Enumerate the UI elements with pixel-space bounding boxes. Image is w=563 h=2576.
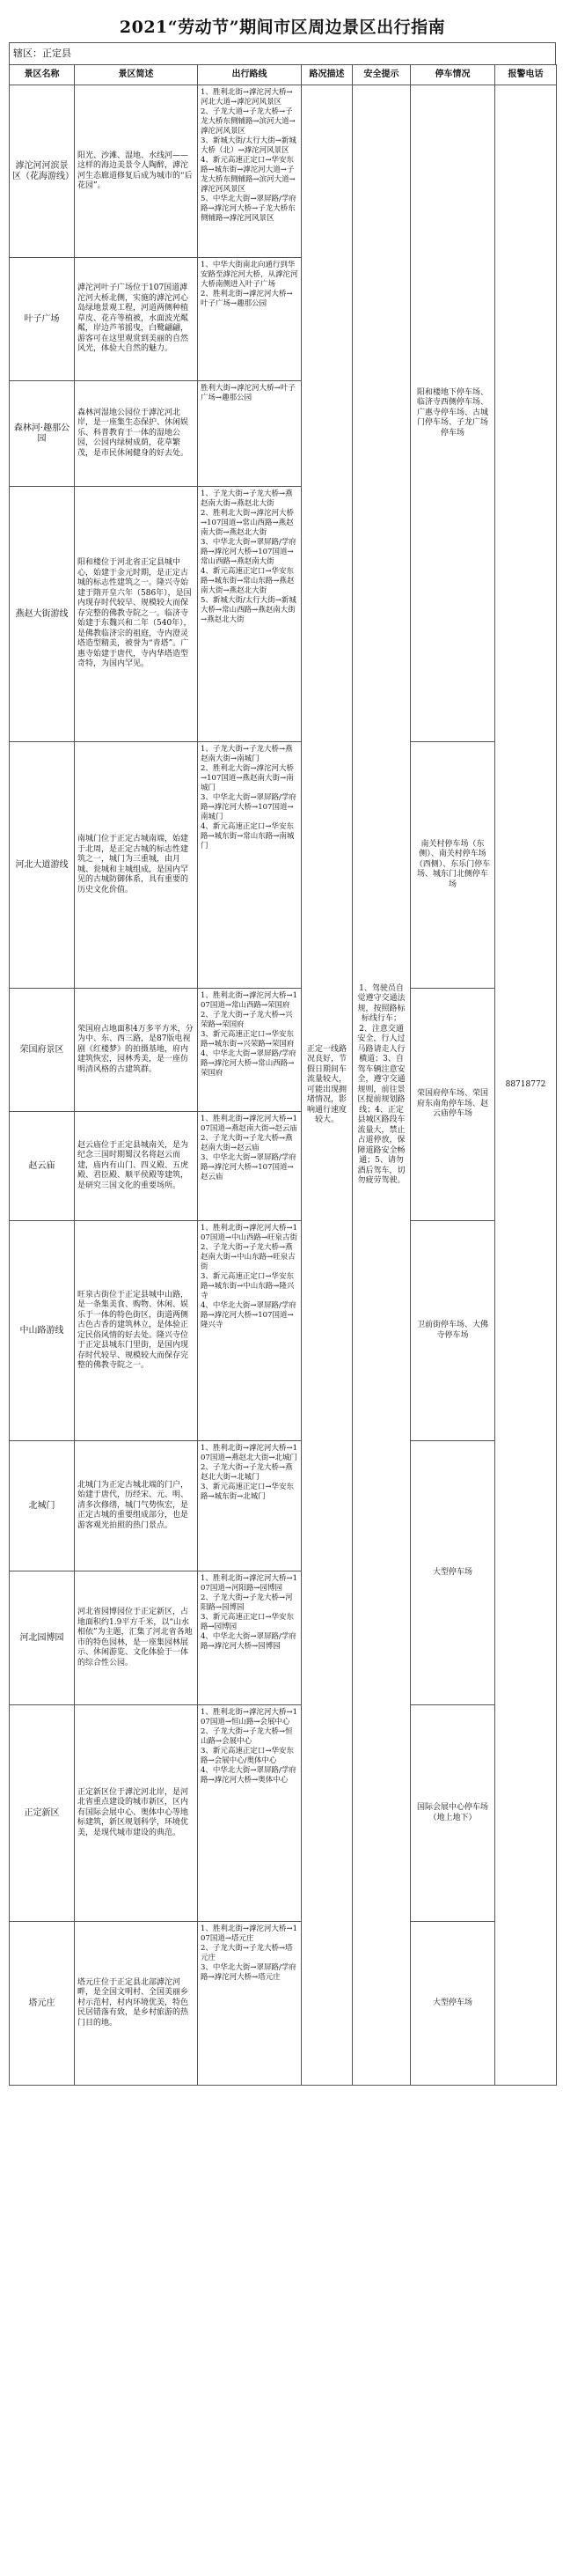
alarm-phone-cell: 88718772: [495, 85, 557, 2086]
route-cell: [198, 1705, 302, 1922]
route-line: 3、新元高速正定口→华安东路→园博园: [201, 1613, 295, 1631]
route-line: 1、胜利北街→滹沱河大桥→107国道→燕赵南大街→赵云庙: [201, 1115, 298, 1133]
scenic-description-cell: 正定新区位于滹沱河北岸，是河北省重点建设的城市新区，区内有国际会展中心、奥体中心等地标建筑，新区规划科学，环境优美，是现代城市建设的典范。: [75, 1705, 198, 1922]
scenic-description-cell: 旺泉古街位于正定县城中山路，是一条集美食、购物、休闲、娱乐于一体的特色街区，街道两侧古色古香的建筑林立，是体验正定民俗风情的好去处。隆兴寺位于正定县城东门里街，是国内现存时代较早、规模较大而保存完整的佛教寺院之一。: [75, 1221, 198, 1441]
route-line: 1、胜利北街→滹沱河大桥→河北大道→滹沱河风景区: [201, 88, 293, 107]
route-cell: [198, 381, 302, 487]
table-row: [10, 85, 557, 258]
route-line: 4、新元高速正定口→华安东路→城东街→常山东路→燕赵南大街→燕赵北大街: [201, 567, 295, 595]
header-parking: 停车情况: [411, 65, 495, 85]
scenic-description-cell: 塔元庄位于正定县北部滹沱河畔，是全国文明村、全国美丽乡村示范村，村内环境优美，特色民居错落有致，是乡村旅游的热门目的地。: [75, 1922, 198, 2086]
scenic-name-cell: 正定新区: [10, 1705, 75, 1922]
header-route: 出行路线: [198, 65, 302, 85]
route-line: 2、子龙大街→子龙大桥→燕赵南大街→中山东路→旺泉古街: [201, 1243, 296, 1271]
route-line: 2、子龙大街→子龙大桥→塔元庄: [201, 1944, 293, 1962]
header-road-condition: 路况描述: [302, 65, 353, 85]
guide-table: [9, 64, 557, 2086]
table-row: [10, 989, 557, 1112]
parking-cell: 卫前街停车场、大佛寺停车场: [411, 1221, 495, 1441]
route-line: 3、新元高速正定口→华安东路→城东街→北城门: [201, 1483, 295, 1501]
scenic-name-cell: 北城门: [10, 1441, 75, 1571]
route-line: 1、胜利北街→滹沱河大桥→107国道→常山西路→荣国府: [201, 991, 298, 1010]
route-line: 2、胜利北大街→滹沱河大桥→107国道→燕赵南大街→南城门: [201, 764, 295, 792]
route-line: 3、中华北大街→翠屏路/学府路→滹沱河大桥→107国道→常山西路→燕赵南大街: [201, 538, 296, 566]
scenic-name-cell: 塔元庄: [10, 1922, 75, 2086]
route-line: 4、新元高速正定口→华安东路→城东街→常山东路→南城门: [201, 822, 295, 850]
scenic-name-cell: 河北园博园: [10, 1571, 75, 1705]
route-cell: [198, 1441, 302, 1571]
route-line: 3、新元高速正定口→华安东路→会展中心/奥体中心: [201, 1747, 295, 1765]
parking-cell: 南关村停车场（东侧）、南关村停车场（西侧）、东乐门停车场、城东门北侧停车场: [411, 742, 495, 989]
district-label: 辖区：正定县: [9, 42, 556, 64]
route-line: 胜利大街→滹沱河大桥→叶子广场→趣那公园: [201, 384, 296, 402]
scenic-name-cell: 叶子广场: [10, 258, 75, 381]
parking-cell: 国际会展中心停车场（地上地下）: [411, 1705, 495, 1922]
scenic-name-cell: 赵云庙: [10, 1112, 75, 1221]
route-line: 3、中华北大街→翠屏路/学府路→滹沱河大桥→107国道→赵云庙: [201, 1153, 296, 1181]
scenic-description-cell: 河北省园博园位于正定新区，占地面积约1.9平方千米，以“山水相依”为主题，汇集了河北省各地市的特色园林，是一座集园林展示、休闲游览、文化体验于一体的综合性公园。: [75, 1571, 198, 1705]
header-scenic-name: 景区名称: [10, 65, 75, 85]
route-line: 1、胜利北街→滹沱河大桥→107国道→中山西路→旺泉古街: [201, 1224, 298, 1242]
parking-cell: 荣国府停车场、荣国府东南角停车场、赵云庙停车场: [411, 989, 495, 1221]
table-row: [10, 1922, 557, 2086]
route-line: 4、中华北大街→翠屏路/学府路→滹沱河大桥→常山西路→荣国府: [201, 1049, 296, 1078]
route-line: 4、中华北大街→翠屏路/学府路→滹沱河大桥→园博园: [201, 1632, 296, 1651]
route-line: 5、中华北大街→翠屏路/学府路→滹沱河大桥→子龙大桥东侧辅路→滹沱河风景区: [201, 195, 296, 223]
scenic-description-cell: 赵云庙位于正定县城南关，是为纪念三国时期蜀汉名将赵云而建，庙内有山门、四义殿、五虎殿、君臣殿、顺平侯殿等建筑，是研究三国文化的重要场所。: [75, 1112, 198, 1221]
route-line: 2、子龙大道→子龙大桥→子龙大桥东侧辅路→滨河大道→滹沱河风景区: [201, 107, 296, 136]
document-page: [9, 0, 556, 2086]
safety-tips-cell: 1、驾驶员自觉遵守交通法规，按照路标标线行车；2、注意交通安全，行人过马路请走人行横道；3、自驾车辆注意安全，遵守交通规则，前往景区提前规划路线；4、正定县城区路段车流量大，禁止占道停放，保障道路安全畅通；5、请勿酒后驾车，切勿疲劳驾驶。: [353, 85, 411, 2086]
route-line: 1、胜利北街→滹沱河大桥→107国道→河阳路→园博园: [201, 1574, 298, 1593]
route-line: 4、新元高速正定口→华安东路→城东街→滹沱河大道→子龙大桥东侧辅路→滨河大道→滹沱河风景区: [201, 156, 296, 194]
scenic-name-cell: 森林河·趣那公园: [10, 381, 75, 487]
route-line: 2、子龙大街→子龙大桥→燕赵南大街→赵云庙: [201, 1134, 293, 1152]
table-row: [10, 1221, 557, 1441]
route-line: 2、子龙大街→子龙大桥→兴荣路→荣国府: [201, 1011, 293, 1029]
route-cell: [198, 258, 302, 381]
scenic-description-cell: 南城门位于正定古城南端，始建于北周，是正定古城的标志性建筑之一，城门为三重城，由月城、瓮城和主城组成，是国内罕见的古城防御体系，具有重要的历史文化价值。: [75, 742, 198, 989]
route-cell: [198, 85, 302, 258]
route-cell: [198, 487, 302, 742]
route-line: 2、子龙大街→子龙大桥→恒山路→会展中心: [201, 1727, 293, 1746]
scenic-description-cell: 森林河湿地公园位于滹沱河北岸，是一座集生态保护、休闲娱乐、科普教育于一体的湿地公园，公园内绿树成荫，花草繁茂，是市民休闲健身的好去处。: [75, 381, 198, 487]
route-line: 3、新元高速正定口→华安东路→城东街→兴荣路→荣国府: [201, 1030, 295, 1049]
route-line: 2、子龙大街→子龙大桥→燕赵北大街→北城门: [201, 1463, 293, 1482]
scenic-name-cell: 燕赵大街游线: [10, 487, 75, 742]
scenic-description-cell: 阳和楼位于河北省正定县城中心，始建于金元时期，是正定古城的标志性建筑之一。隆兴寺始建于隋开皇六年（586年），是国内现存时代较早、规模较大而保存完整的佛教寺院之一。临济寺始建于东魏兴和二年（540年），是佛教临济宗的祖庭，寺内澄灵塔造型精美，被誉为“青塔”。广惠寺始建于唐代，寺内华塔造型奇特，为国内罕见。: [75, 487, 198, 742]
header-description: 景区简述: [75, 65, 198, 85]
scenic-name-cell: 滹沱河河滨景区（花海游线）: [10, 85, 75, 258]
route-line: 3、中华北大街→翠屏路/学府路→滹沱河大桥→塔元庄: [201, 1963, 296, 1982]
table-row: [10, 742, 557, 989]
route-line: 3、新城大街/太行大街→新城大桥（北）→滹沱河风景区: [201, 136, 296, 155]
route-cell: [198, 1112, 302, 1221]
route-line: 1、子龙大街→子龙大桥→燕赵南大街→南城门: [201, 745, 293, 763]
table-row: [10, 1705, 557, 1922]
scenic-name-cell: 中山路游线: [10, 1221, 75, 1441]
route-cell: [198, 1922, 302, 2086]
route-line: 1、胜利北街→滹沱河大桥→107国道→塔元庄: [201, 1925, 298, 1943]
route-line: 5、新城大街/太行大街→新城大桥→常山西路→燕赵南大街→燕赵北大街: [201, 596, 296, 624]
parking-cell: 大型停车场: [411, 1441, 495, 1705]
route-cell: [198, 1571, 302, 1705]
route-cell: [198, 989, 302, 1112]
road-condition-cell: 正定一线路况良好，节假日期间车流量较大，可能出现拥堵情况，影响通行速度较大。: [302, 85, 353, 2086]
parking-cell: 大型停车场: [411, 1922, 495, 2086]
table-row: [10, 1441, 557, 1571]
route-line: 2、胜利北街→滹沱河大桥→叶子广场→趣那公园: [201, 290, 293, 308]
header-safety-tips: 安全提示: [353, 65, 411, 85]
route-line: 1、子龙大街→子龙大桥→燕赵南大街→燕赵北大街: [201, 489, 293, 508]
header-alarm-phone: 报警电话: [495, 65, 557, 85]
page-title: 2021“劳动节”期间市区周边景区出行指南: [119, 18, 446, 37]
route-line: 3、中华北大街→翠屏路/学府路→滹沱河大桥→107国道→南城门: [201, 793, 296, 821]
route-line: 2、胜利北大街→滹沱河大桥→107国道→常山西路→燕赵南大街→燕赵北大街: [201, 509, 295, 537]
scenic-name-cell: 荣国府景区: [10, 989, 75, 1112]
scenic-description-cell: 北城门为正定古城北端的门户，始建于唐代，历经宋、元、明、清多次修缮，城门气势恢宏，是正定古城的重要组成部分，也是游客观光拍照的热门景点。: [75, 1441, 198, 1571]
scenic-description-cell: 荣国府占地面积4万多平方米，分为中、东、西三路，是87版电视剧《红楼梦》的拍摄基地，府内建筑恢宏，园林秀美，是一座仿明清风格的古建筑群。: [75, 989, 198, 1112]
scenic-description-cell: 阳光、沙滩、湿地、水线河——这样的海边美景令人陶醉，滹沱河生态廊道修复后成为城市的“后花园”。: [75, 85, 198, 258]
scenic-name-cell: 河北大道游线: [10, 742, 75, 989]
route-line: 2、子龙大街→子龙大桥→河阳路→园博园: [201, 1593, 293, 1612]
route-line: 1、中华大街南北向通行到华安路至滹沱河大桥，从滹沱河大桥南侧进入叶子广场: [201, 261, 298, 289]
scenic-description-cell: 滹沱河叶子广场位于107国道滹沱河大桥北侧，实施的滹沱河心岛绿地景观工程，河道两侧种植草皮、花卉等植被，水面波光粼粼，岸边芦苇摇曳，白鹭翩翩，游客可在这里观赏到美丽的自然风光，体验大自然的魅力。: [75, 258, 198, 381]
route-line: 1、胜利北街→滹沱河大桥→107国道→恒山路→会展中心: [201, 1708, 298, 1726]
route-line: 1、胜利北街→滹沱河大桥→107国道→燕赵北大街→北城门: [201, 1444, 298, 1462]
table-header-row: [10, 65, 557, 85]
route-cell: [198, 1221, 302, 1441]
route-line: 4、中华北大街→翠屏路/学府路→滹沱河大桥→奥体中心: [201, 1766, 296, 1785]
parking-cell: 阳和楼地下停车场、临济寺西侧停车场、广惠寺停车场、古城门停车场、子龙广场停车场: [411, 85, 495, 742]
route-line: 4、中华北大街→翠屏路/学府路→滹沱河大桥→107国道→隆兴寺: [201, 1301, 296, 1329]
route-line: 3、新元高速正定口→华安东路→城东街→中山东路→隆兴寺: [201, 1272, 295, 1300]
route-cell: [198, 742, 302, 989]
